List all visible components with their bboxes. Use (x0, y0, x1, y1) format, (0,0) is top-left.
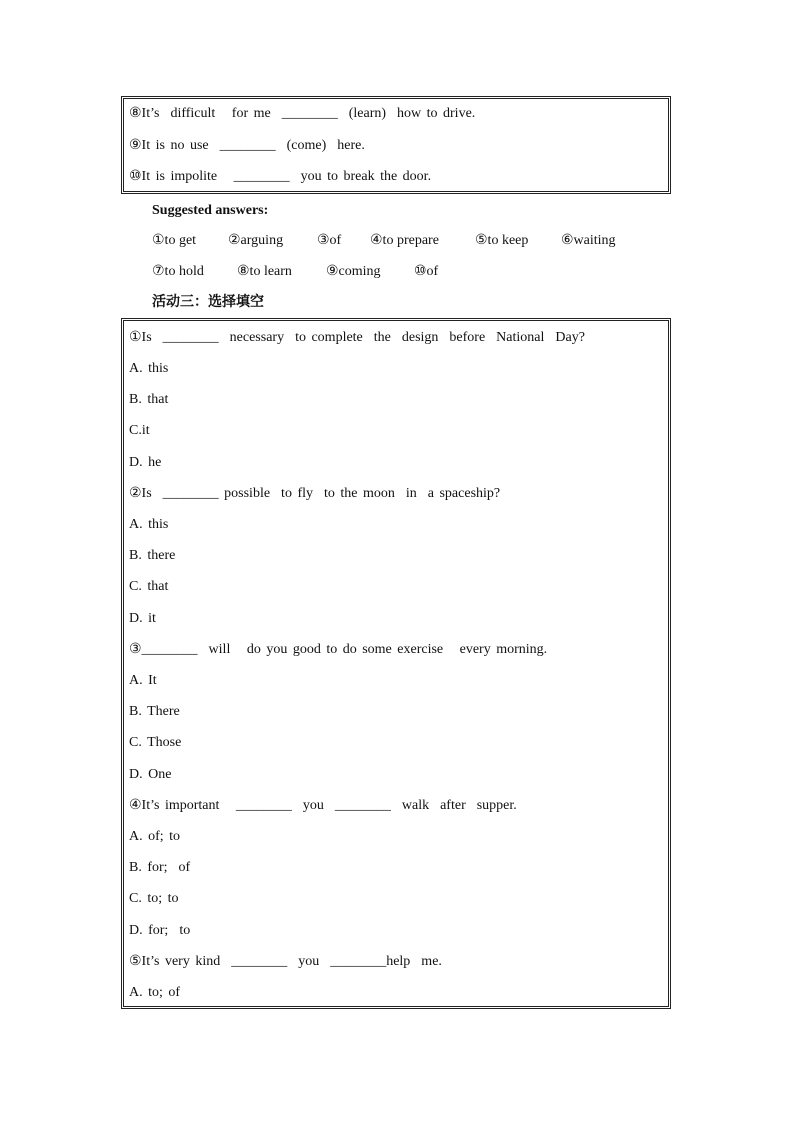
option-line: C. that (129, 579, 169, 594)
option-line: D. for; to (129, 923, 191, 938)
option-line: D. he (129, 455, 162, 470)
option-line: A. It (129, 673, 157, 688)
option-line: B. for; of (129, 860, 191, 875)
answer-item: ③of (317, 233, 342, 248)
option-line: A. of; to (129, 829, 181, 844)
option-line: C.it (129, 423, 150, 438)
question-line: ①Is ________ necessary to complete the design before National Day? (129, 330, 585, 345)
exercise-line: ⑩It is impolite ________ you to break the door. (129, 169, 432, 184)
answer-item: ②arguing (228, 233, 284, 248)
exercise-box-choice (121, 318, 671, 1009)
option-line: B. there (129, 548, 176, 563)
option-line: D. One (129, 767, 172, 782)
option-line: B. There (129, 704, 180, 719)
exercise-line: ⑧It’s difficult for me ________ (learn) how to drive. (129, 106, 476, 121)
answer-item: ⑨coming (326, 264, 381, 279)
option-line: D. it (129, 611, 156, 626)
option-line: C. to; to (129, 891, 179, 906)
answer-item: ⑩of (414, 264, 439, 279)
exercise-box-top (121, 96, 671, 194)
option-line: A. this (129, 361, 169, 376)
option-line: B. that (129, 392, 169, 407)
answer-item: ⑤to keep (475, 233, 529, 248)
question-line: ⑤It’s very kind ________ you ________help me. (129, 954, 442, 969)
answer-item: ⑦to hold (152, 264, 204, 279)
suggested-answers-title: Suggested answers: (152, 203, 269, 218)
answer-item: ①to get (152, 233, 197, 248)
option-line: C. Those (129, 735, 182, 750)
option-line: A. to; of (129, 985, 181, 1000)
option-line: A. this (129, 517, 169, 532)
exercise-line: ⑨It is no use ________ (come) here. (129, 138, 365, 153)
answer-item: ④to prepare (370, 233, 439, 248)
question-line: ④It’s important ________ you ________ walk after supper. (129, 798, 517, 813)
answer-item: ⑥waiting (561, 233, 616, 248)
activity-three-title: 活动三：选择填空 (152, 295, 264, 310)
question-line: ②Is ________ possible to fly to the moon in a spaceship? (129, 486, 501, 501)
answer-item: ⑧to learn (237, 264, 292, 279)
question-line: ③________ will do you good to do some exercise every morning. (129, 642, 548, 657)
